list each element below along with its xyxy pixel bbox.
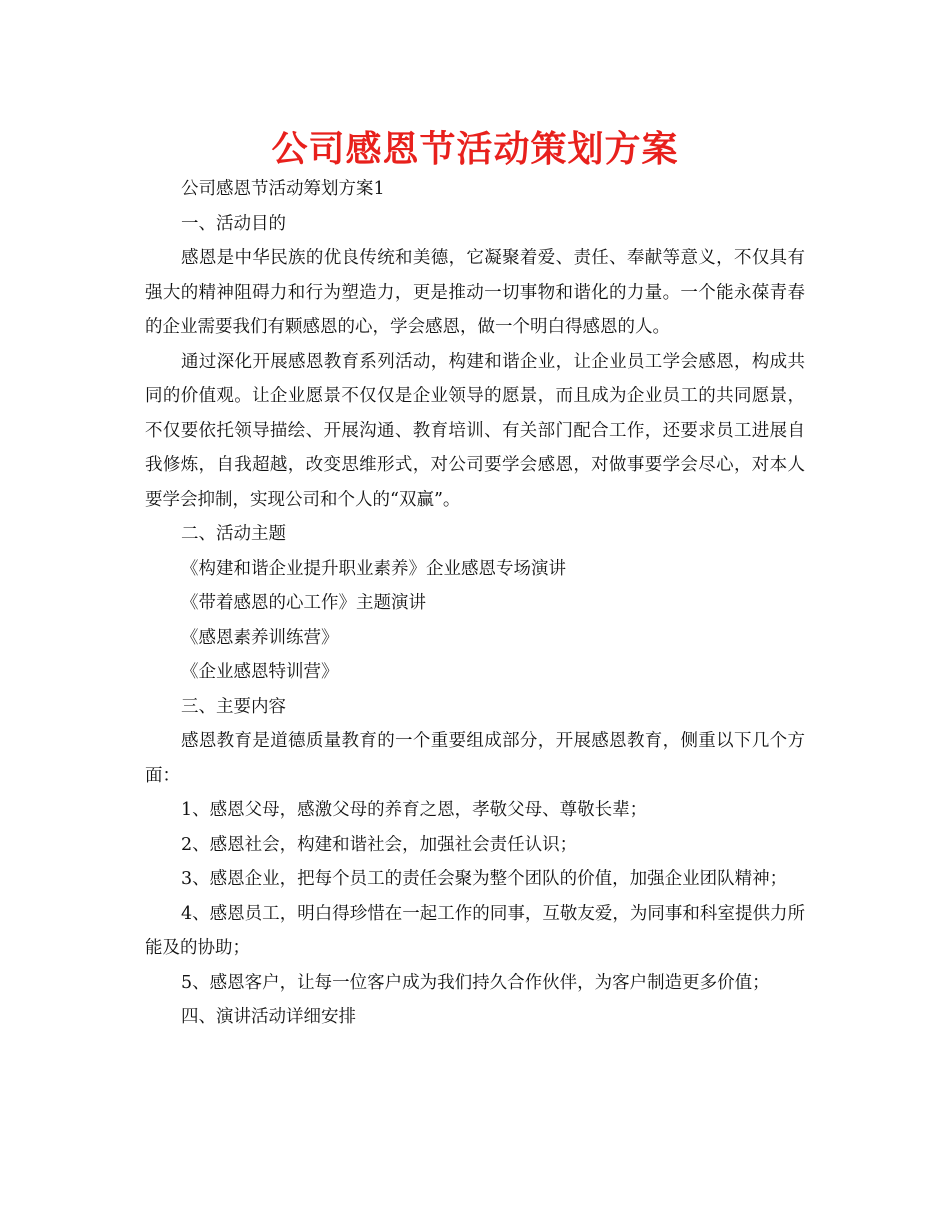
paragraph-subtitle: 公司感恩节活动筹划方案1 [181,179,385,199]
content-item-5: 5、感恩客户，让每一位客户成为我们持久合作伙伴，为客户制造更多价值； [181,972,770,993]
theme-item-3: 《感恩素养训练营》 [181,627,339,648]
heading-schedule: 四、演讲活动详细安排 [181,1007,356,1027]
paragraph-purpose-1: 感恩是中华民族的优良传统和美德，它凝聚着爱、责任、奉献等意义，不仅具有强大的精神阻碍力和行为塑造力，更是推动一切事物和谐化的力量。一个能永葆青春的企业需要我们有颗感恩的心，学会感恩，做一个明白得感恩的人。 [145,248,805,337]
heading-theme: 二、活动主题 [181,524,286,544]
heading-purpose: 一、活动目的 [181,213,286,234]
content-item-4: 4、感恩员工，明白得珍惜在一起工作的同事，互敬友爱，为同事和科室提供力所能及的协助； [145,903,805,958]
paragraph-purpose-2: 通过深化开展感恩教育系列活动，构建和谐企业，让企业员工学会感恩，构成共同的价值观。让企业愿景不仅仅是企业领导的愿景，而且成为企业员工的共同愿景，不仅要依托领导描绘、开展沟通、教育培训、有关部门配合工作，还要求员工进展自我修炼，自我超越，改变思维形式，对公司要学会感恩，对做事要学会尽心，对本人要学会抑制，实现公司和个人的“双赢”。 [145,351,805,510]
paragraph-content-intro: 感恩教育是道德质量教育的一个重要组成部分，开展感恩教育，侧重以下几个方面： [145,731,805,786]
content-item-2: 2、感恩社会，构建和谐社会，加强社会责任认识； [181,834,578,855]
document-title: 公司感恩节活动策划方案 [271,129,679,170]
theme-item-1: 《构建和谐企业提升职业素养》企业感恩专场演讲 [181,558,566,579]
document-body [145,172,805,1035]
heading-content: 三、主要内容 [181,696,286,717]
content-item-1: 1、感恩父母，感激父母的养育之恩，孝敬父母、尊敬长辈； [181,800,648,820]
theme-item-4: 《企业感恩特训营》 [181,662,339,682]
content-item-3: 3、感恩企业，把每个员工的责任会聚为整个团队的价值，加强企业团队精神； [181,869,788,889]
theme-item-2: 《带着感恩的心工作》主题演讲 [181,593,426,613]
